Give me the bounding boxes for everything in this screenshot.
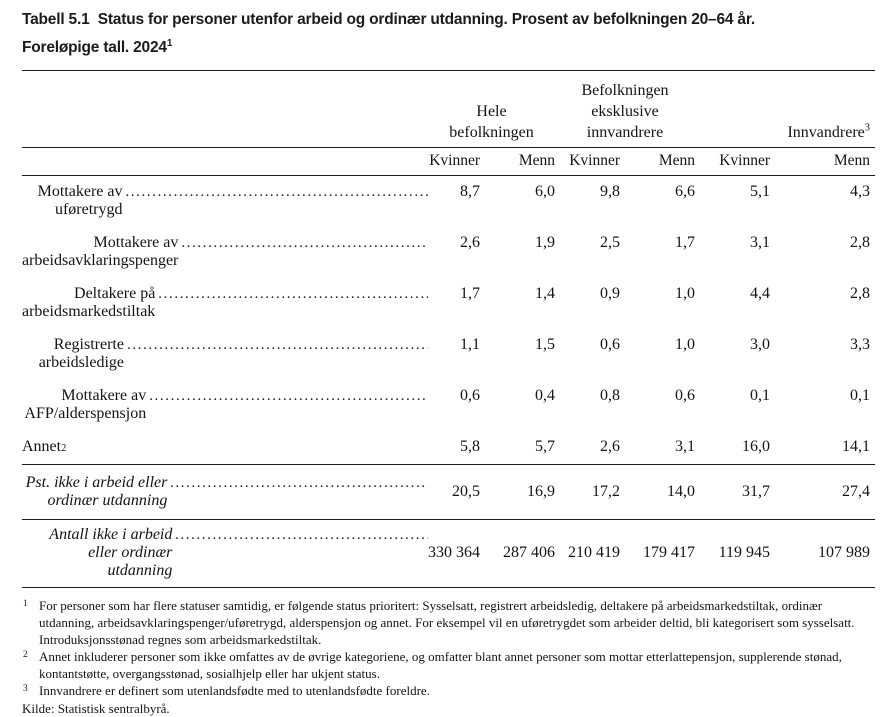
row-label-cell: [22, 227, 428, 278]
value-cell: 1,9: [535, 234, 555, 252]
column-group-header-row: [22, 71, 875, 148]
value-cell: 5,8: [460, 438, 480, 456]
footnote-3: [22, 682, 875, 699]
value-cell: 0,1: [750, 387, 770, 405]
value-cell: 1,4: [535, 285, 555, 303]
row-label: Antall ikke i arbeid eller ordinær utdanning: [49, 526, 173, 580]
footnote-text: Annet inkluderer personer som ikke omfattes av de øvrige kategoriene, og omfatter blant annet personer som mottar etterlattepensjon, supplerende stønad, kontantstøtte, overgangsstønad, sosialhjelp eller har ukjent status.: [39, 649, 842, 682]
value-cell: 27,4: [770, 465, 875, 520]
value-cell: 0,1: [850, 387, 871, 405]
row-label: Registrerte arbeidsledige: [38, 336, 124, 372]
value-cell: 107 989: [770, 520, 875, 588]
footnotes-block: [22, 597, 875, 717]
table-title: [22, 8, 875, 59]
dot-leader: [125, 183, 428, 201]
value-cell: 119 945: [695, 520, 770, 588]
empty-corner-cell: [22, 148, 428, 176]
row-label-cell: [22, 520, 428, 588]
table-row-arbeidsledige: [22, 329, 875, 380]
footnote-text: For personer som har flere statuser samtidig, er følgende status prioritert: Sysselsatt, registrert arbeidsledig, deltakere på arbeidsmarkedstiltak, ordinær utdanning, arbeidsavklaringspenger/uføretrygd, alderspensjon og annet. For eksempel vil en uføretrygdet som arbeider deltid, bli kategorisert som sysselsatt. Introduksjonsstønad regnes som arbeidsmarkedstiltak.: [39, 598, 855, 648]
value-cell: 3,1: [675, 438, 695, 456]
value-cell: 0,6: [675, 387, 695, 405]
col-group-label: Innvandrere: [787, 124, 865, 142]
value-cell: 2,8: [850, 285, 871, 303]
value-cell: 2,8: [850, 234, 871, 252]
value-cell: 0,4: [535, 387, 555, 405]
col-group-innvandrere: [695, 71, 875, 148]
value-cell: 330 364: [428, 520, 480, 588]
footnote-text: Innvandrere er definert som utenlandsfødte med to utenlandsfødte foreldre.: [39, 683, 430, 699]
value-cell: 3,1: [750, 234, 770, 252]
table-title-line1: Tabell 5.1 Status for personer utenfor arbeid og ordinær utdanning. Prosent av befolkningen 20–64 år.: [22, 11, 755, 28]
value-cell: 9,8: [600, 183, 620, 201]
sub-header-row: [22, 148, 875, 176]
table-row-arbeidsavklaringspenger: [22, 227, 875, 278]
value-cell: 6,0: [535, 183, 555, 201]
value-cell: 0,8: [600, 387, 620, 405]
col-group-footnote-marker: 3: [864, 122, 871, 134]
row-label-cell: [22, 278, 428, 329]
value-cell: 17,2: [555, 465, 620, 520]
row-label: Annet: [22, 438, 62, 456]
value-cell: 6,6: [675, 183, 695, 201]
value-cell: 1,0: [675, 285, 695, 303]
value-cell: 3,3: [850, 336, 871, 354]
row-label-cell: Annet 2: [22, 438, 67, 456]
dot-leader: [127, 336, 428, 354]
col-header-menn: Menn: [770, 148, 875, 176]
table-row-uforetrygd: [22, 176, 875, 228]
table-title-line2: Foreløpige tall. 2024: [22, 38, 167, 56]
value-cell: 16,0: [742, 438, 770, 456]
value-cell: 2,5: [600, 234, 620, 252]
value-cell: 5,1: [750, 183, 770, 201]
value-cell: 3,0: [750, 336, 770, 354]
row-label-cell: [22, 380, 428, 431]
source-line: Kilde: Statistisk sentralbyrå.: [22, 701, 170, 717]
value-cell: 2,6: [600, 438, 620, 456]
value-cell: 0,6: [600, 336, 620, 354]
value-cell: 287 406: [480, 520, 555, 588]
value-cell: 14,0: [620, 465, 695, 520]
footnote-marker: 1: [23, 599, 28, 610]
value-cell: 1,7: [675, 234, 695, 252]
col-header-kvinner: Kvinner: [695, 148, 770, 176]
row-label-cell: [22, 176, 428, 228]
row-label: Mottakere av arbeidsavklaringspenger: [22, 234, 179, 270]
value-cell: 31,7: [695, 465, 770, 520]
footnote-2: [22, 648, 875, 682]
value-cell: 1,0: [675, 336, 695, 354]
value-cell: 0,9: [600, 285, 620, 303]
summary-row-count: [22, 520, 875, 588]
dot-leader: [181, 234, 428, 252]
table-row-afp-alderspensjon: [22, 380, 875, 431]
row-label: Mottakere av AFP/alderspensjon: [24, 387, 147, 423]
value-cell: 4,4: [750, 285, 770, 303]
value-cell: 16,9: [480, 465, 555, 520]
value-cell: 4,3: [850, 183, 871, 201]
dot-leader: [158, 285, 428, 303]
summary-row-percent: [22, 465, 875, 520]
table-row-annet: [22, 431, 875, 465]
value-cell: 1,7: [460, 285, 480, 303]
statistics-table: [22, 70, 875, 588]
row-label: Pst. ikke i arbeid eller ordinær utdanning: [25, 474, 168, 510]
dot-leader: [170, 474, 428, 492]
dot-leader: [175, 526, 428, 544]
empty-corner-cell: [22, 71, 428, 148]
col-header-menn: Menn: [480, 148, 555, 176]
col-group-befolkningen-eksklusive-innvandrere: [555, 71, 695, 148]
dot-leader: [149, 387, 428, 405]
col-group-label: Befolkningen eksklusive innvandrere: [581, 82, 669, 142]
col-group-label: Hele befolkningen: [449, 103, 534, 142]
footnote-marker: 2: [23, 650, 28, 661]
col-group-hele-befolkningen: [428, 71, 555, 148]
value-cell: 179 417: [620, 520, 695, 588]
value-cell: 2,6: [460, 234, 480, 252]
row-label-cell: [22, 329, 428, 380]
value-cell: 8,7: [460, 183, 480, 201]
table-row-arbeidsmarkedstiltak: [22, 278, 875, 329]
row-label: Mottakere av uføretrygd: [37, 183, 123, 219]
value-cell: 20,5: [428, 465, 480, 520]
footnote-marker: 3: [23, 684, 28, 695]
col-header-kvinner: Kvinner: [555, 148, 620, 176]
col-header-kvinner: Kvinner: [428, 148, 480, 176]
value-cell: 0,6: [460, 387, 480, 405]
title-footnote-marker: 1: [166, 37, 173, 49]
row-label: Deltakere på arbeidsmarkedstiltak: [22, 285, 156, 321]
row-label-cell: [22, 465, 428, 520]
value-cell: 1,1: [460, 336, 480, 354]
footnote-1: [22, 597, 875, 648]
value-cell: 210 419: [555, 520, 620, 588]
col-header-menn: Menn: [620, 148, 695, 176]
value-cell: 1,5: [535, 336, 555, 354]
value-cell: 14,1: [842, 438, 871, 456]
value-cell: 5,7: [535, 438, 555, 456]
